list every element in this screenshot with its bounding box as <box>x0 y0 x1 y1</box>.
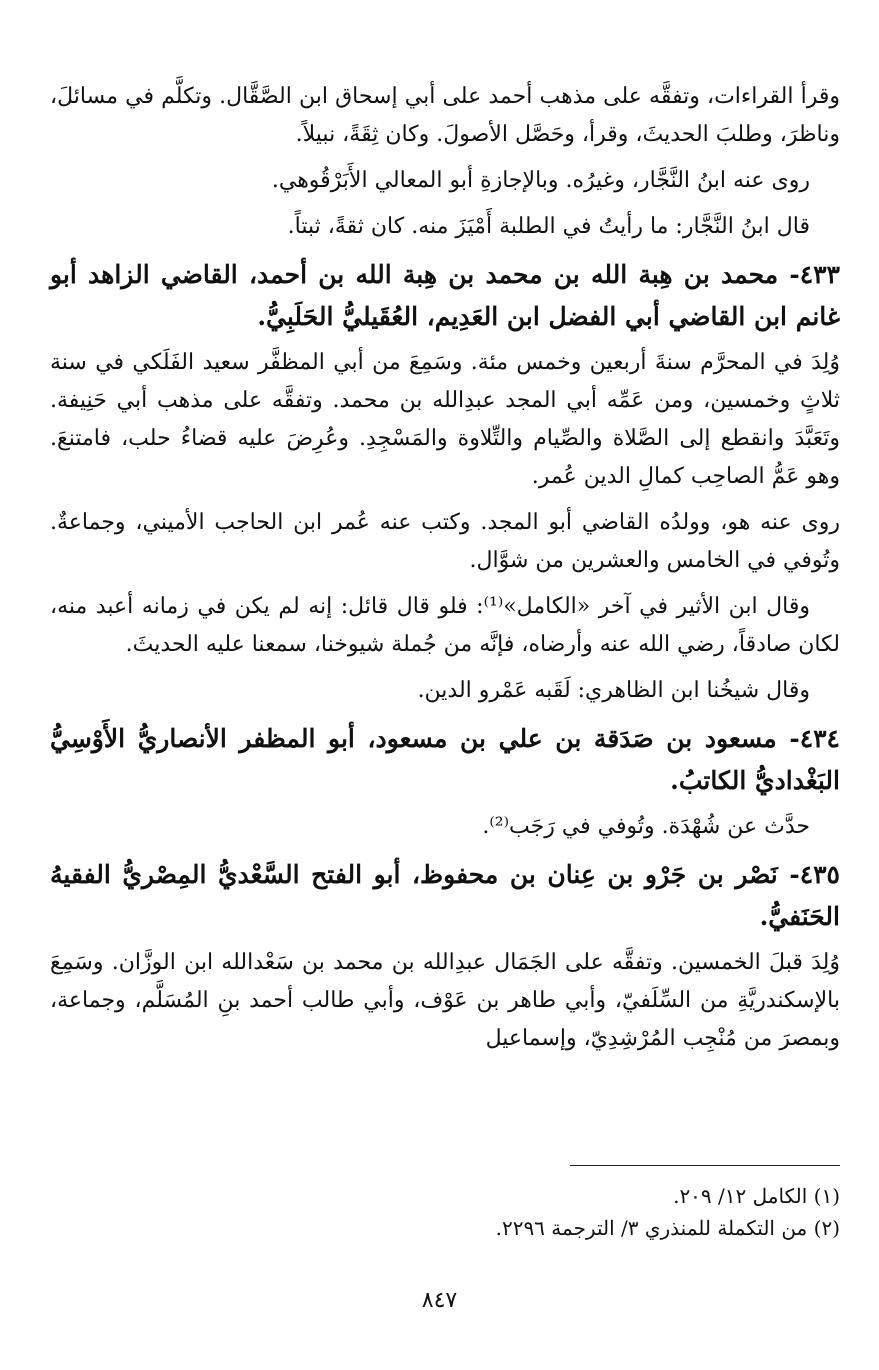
body-paragraph: وقال شيخُنا ابن الظاهري: لَقَبه عَمْرو الدين. <box>417 678 810 703</box>
body-paragraph: وُلِدَ قبلَ الخمسين. وتفقَّه على الجَمَال عبدِالله بن محمد بن سَعْدالله ابن الوزَّان. وسَمِعَ بالإسكندريَّةِ من السِّلَفيّ، وأبي طاهر بن عَوْف، وأبي طالب أحمد بنِ المُسَلَّم، وجماعة، وبمصرَ من مُنْجِب المُرْشِدِيّ، وإسماعيل <box>50 950 840 1051</box>
footnote-1: (١) الكامل ١٢/ ٢٠٩. <box>673 1184 840 1208</box>
page-body <box>50 78 840 1066</box>
body-paragraph: وقرأ القراءات، وتفقَّه على مذهب أحمد على أبي إسحاق ابن الصَّقَّال. وتكلَّم في مسائلَ، وناظرَ، وطلبَ الحديثَ، وقرأ، وحَصَّل الأصولَ. وكان ثِقَةً، نبيلاً. <box>50 84 840 147</box>
page-number: ٨٤٧ <box>421 1288 458 1313</box>
body-paragraph: وقال ابن الأثير في آخر «الكامل»⁽¹⁾: فلو قال قائل: إنه لم يكن في زمانه أعبد منه، لكان صادقاً، رضي الله عنه وأرضاه، فإنَّه من جُملة شيوخنا، سمعنا عليه الحديثَ. <box>50 594 840 657</box>
entry-heading: ٤٣٥- نَصْر بن جَرْو بن عِنان بن محفوظ، أبو الفتح السَّعْديُّ المِصْريُّ الفقيهُ الحَنَفيُّ. <box>50 860 840 931</box>
body-paragraph: روى عنه ابنُ النَّجَّار، وغيرُه. وبالإجازةِ أبو المعالي الأَبَرْقُوهي. <box>271 168 810 193</box>
entry-heading: ٤٣٤- مسعود بن صَدَقة بن علي بن مسعود، أبو المظفر الأنصاريُّ الأَوْسِيُّ البَغْداديُّ الكاتبُ. <box>50 724 840 795</box>
body-paragraph: حدَّث عن شُهْدَة. وتُوفي في رَجَب⁽²⁾. <box>482 814 810 839</box>
entry-heading: ٤٣٣- محمد بن هِبة الله بن محمد بن هِبة الله بن أحمد، القاضي الزاهد أبو غانم ابن القاضي أبي الفضل ابن العَدِيم، العُقَيليُّ الحَلَبِيُّ. <box>50 260 840 331</box>
footnote-divider <box>570 1165 840 1166</box>
footnotes <box>50 1165 840 1244</box>
body-paragraph: روى عنه هو، وولدُه القاضي أبو المجد. وكتب عنه عُمر ابن الحاجب الأميني، وجماعةٌ. وتُوفي في الخامس والعشرين من شوَّال. <box>50 510 840 573</box>
body-paragraph: وُلِدَ في المحرَّم سنةَ أربعين وخمس مئة. وسَمِعَ من أبي المظفَّر سعيد الفَلَكي في سنة ثلاثٍ وخمسين، ومن عَمِّه أبي المجد عبدِالله بن محمد. وتفقَّه على مذهب أبي حَنِيفة. وتَعَبَّدَ وانقطع إلى الصَّلاة والصِّيام والتِّلاوة والمَسْجِدِ. وعُرِضَ عليه قضاءُ حلب، فامتنعَ. وهو عَمُّ الصاحِب كمالِ الدين عُمر. <box>50 350 840 489</box>
body-paragraph: قال ابنُ النَّجَّار: ما رأيتُ في الطلبة أَمْيَزَ منه. كان ثقةً، ثبتاً. <box>287 214 810 239</box>
footnote-2: (٢) من التكملة للمنذري ٣/ الترجمة ٢٢٩٦. <box>495 1216 840 1240</box>
